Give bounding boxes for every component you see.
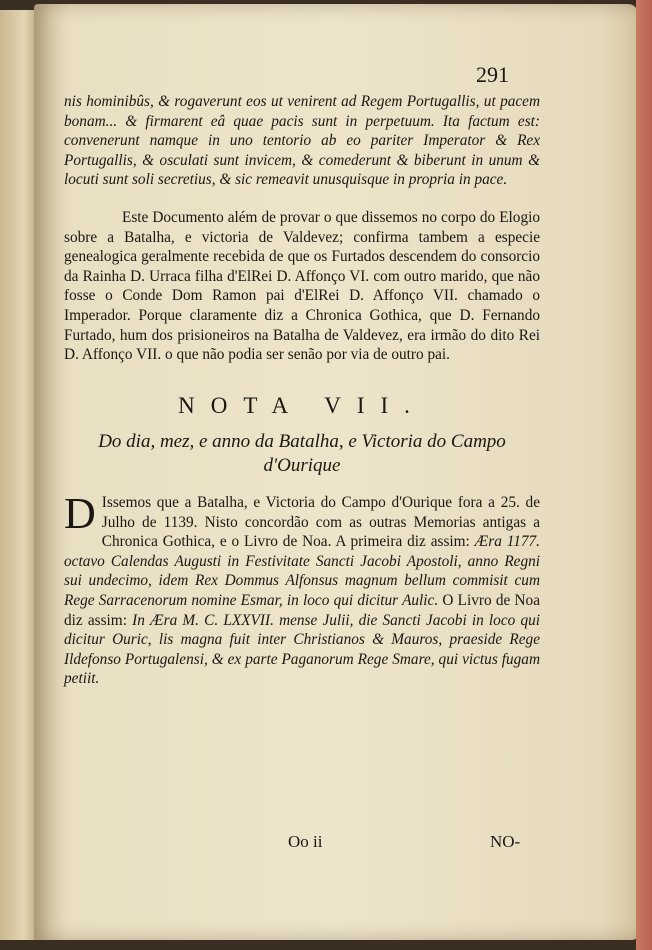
section-heading: NOTA VII. [178,393,426,418]
paragraph-2-latin-quote-2: In Æra M. C. LXXVII. mense Julii, die Sancti Jacobi in loco qui dicitur Ouric, lis magna fuit inter Christianos & Mauros, praeside Rege Ildefonso Portugalensi, & ex parte Paganorum Rege Smare, qui victus fugam petiit. [64,611,540,688]
section-subtitle: Do dia, mez, e anno da Batalha, e Victoria do Campo d'Ourique [98,431,506,476]
catchword: NO- [490,832,521,851]
body-paragraph-2 [64,489,540,689]
paragraph-2-text-2: O Livro de Noa diz assim: [64,591,540,629]
book-cover-edge [636,0,652,950]
latin-quotation-paragraph: nis hominibûs, & rogaverunt eos ut venirent ad Regem Portugallis, ut pacem bonam... & firmarent eâ quae pacis sunt in perpetuum. Ita factum est: convenerunt namque in uno tentorio ab eo pariter Imperator & Rex Portugallis, & osculati sunt invicem, & comederunt & biberunt in unum & locuti sunt soli secretius, & sic remeavit unusquisque in propria in pace. [64,93,540,189]
drop-cap: D [64,489,96,538]
page-number: 291 [476,62,509,87]
bleed-through-text [98,696,558,816]
paragraph-2-latin-quote-1: Æra 1177. octavo Calendas Augusti in Festivitate Sancti Jacobi Apostoli, anno Regni sui undecimo, idem Rex Dommus Alfonsus magnum bellum commisit cum Rege Sarracenorum nomine Esmar, in loco qui dicitur Aulic. [64,533,540,609]
signature-mark: Oo ii [288,832,323,851]
body-paragraph-1: Este Documento além de provar o que dissemos no corpo do Elogio sobre a Batalha, e victoria de Valdevez; confirma tambem a especie genealogica geralmente recebida de que os Furtados descendem do consorcio da Rainha D. Urraca filha d'ElRei D. Affonço VI. com outro marido, que não fosse o Conde Dom Ramon pai d'ElRei D. Affonço VII. chamado o Imperador. Porque claramente diz a Chronica Gothica, que D. Fernando Furtado, hum dos prisioneiros na Batalha de Valdevez, era irmão do dito Rei D. Affonço VII. o que não podia ser senão por via de outro pai. [64,209,540,364]
paragraph-2-text: Issemos que a Batalha, e Victoria do Campo d'Ourique fora a 25. de Julho de 1139. Nisto concordão com as outras Memorias antigas a Chronica Gothica, e o Livro de Noa. A primeira diz assim: [101,494,540,551]
